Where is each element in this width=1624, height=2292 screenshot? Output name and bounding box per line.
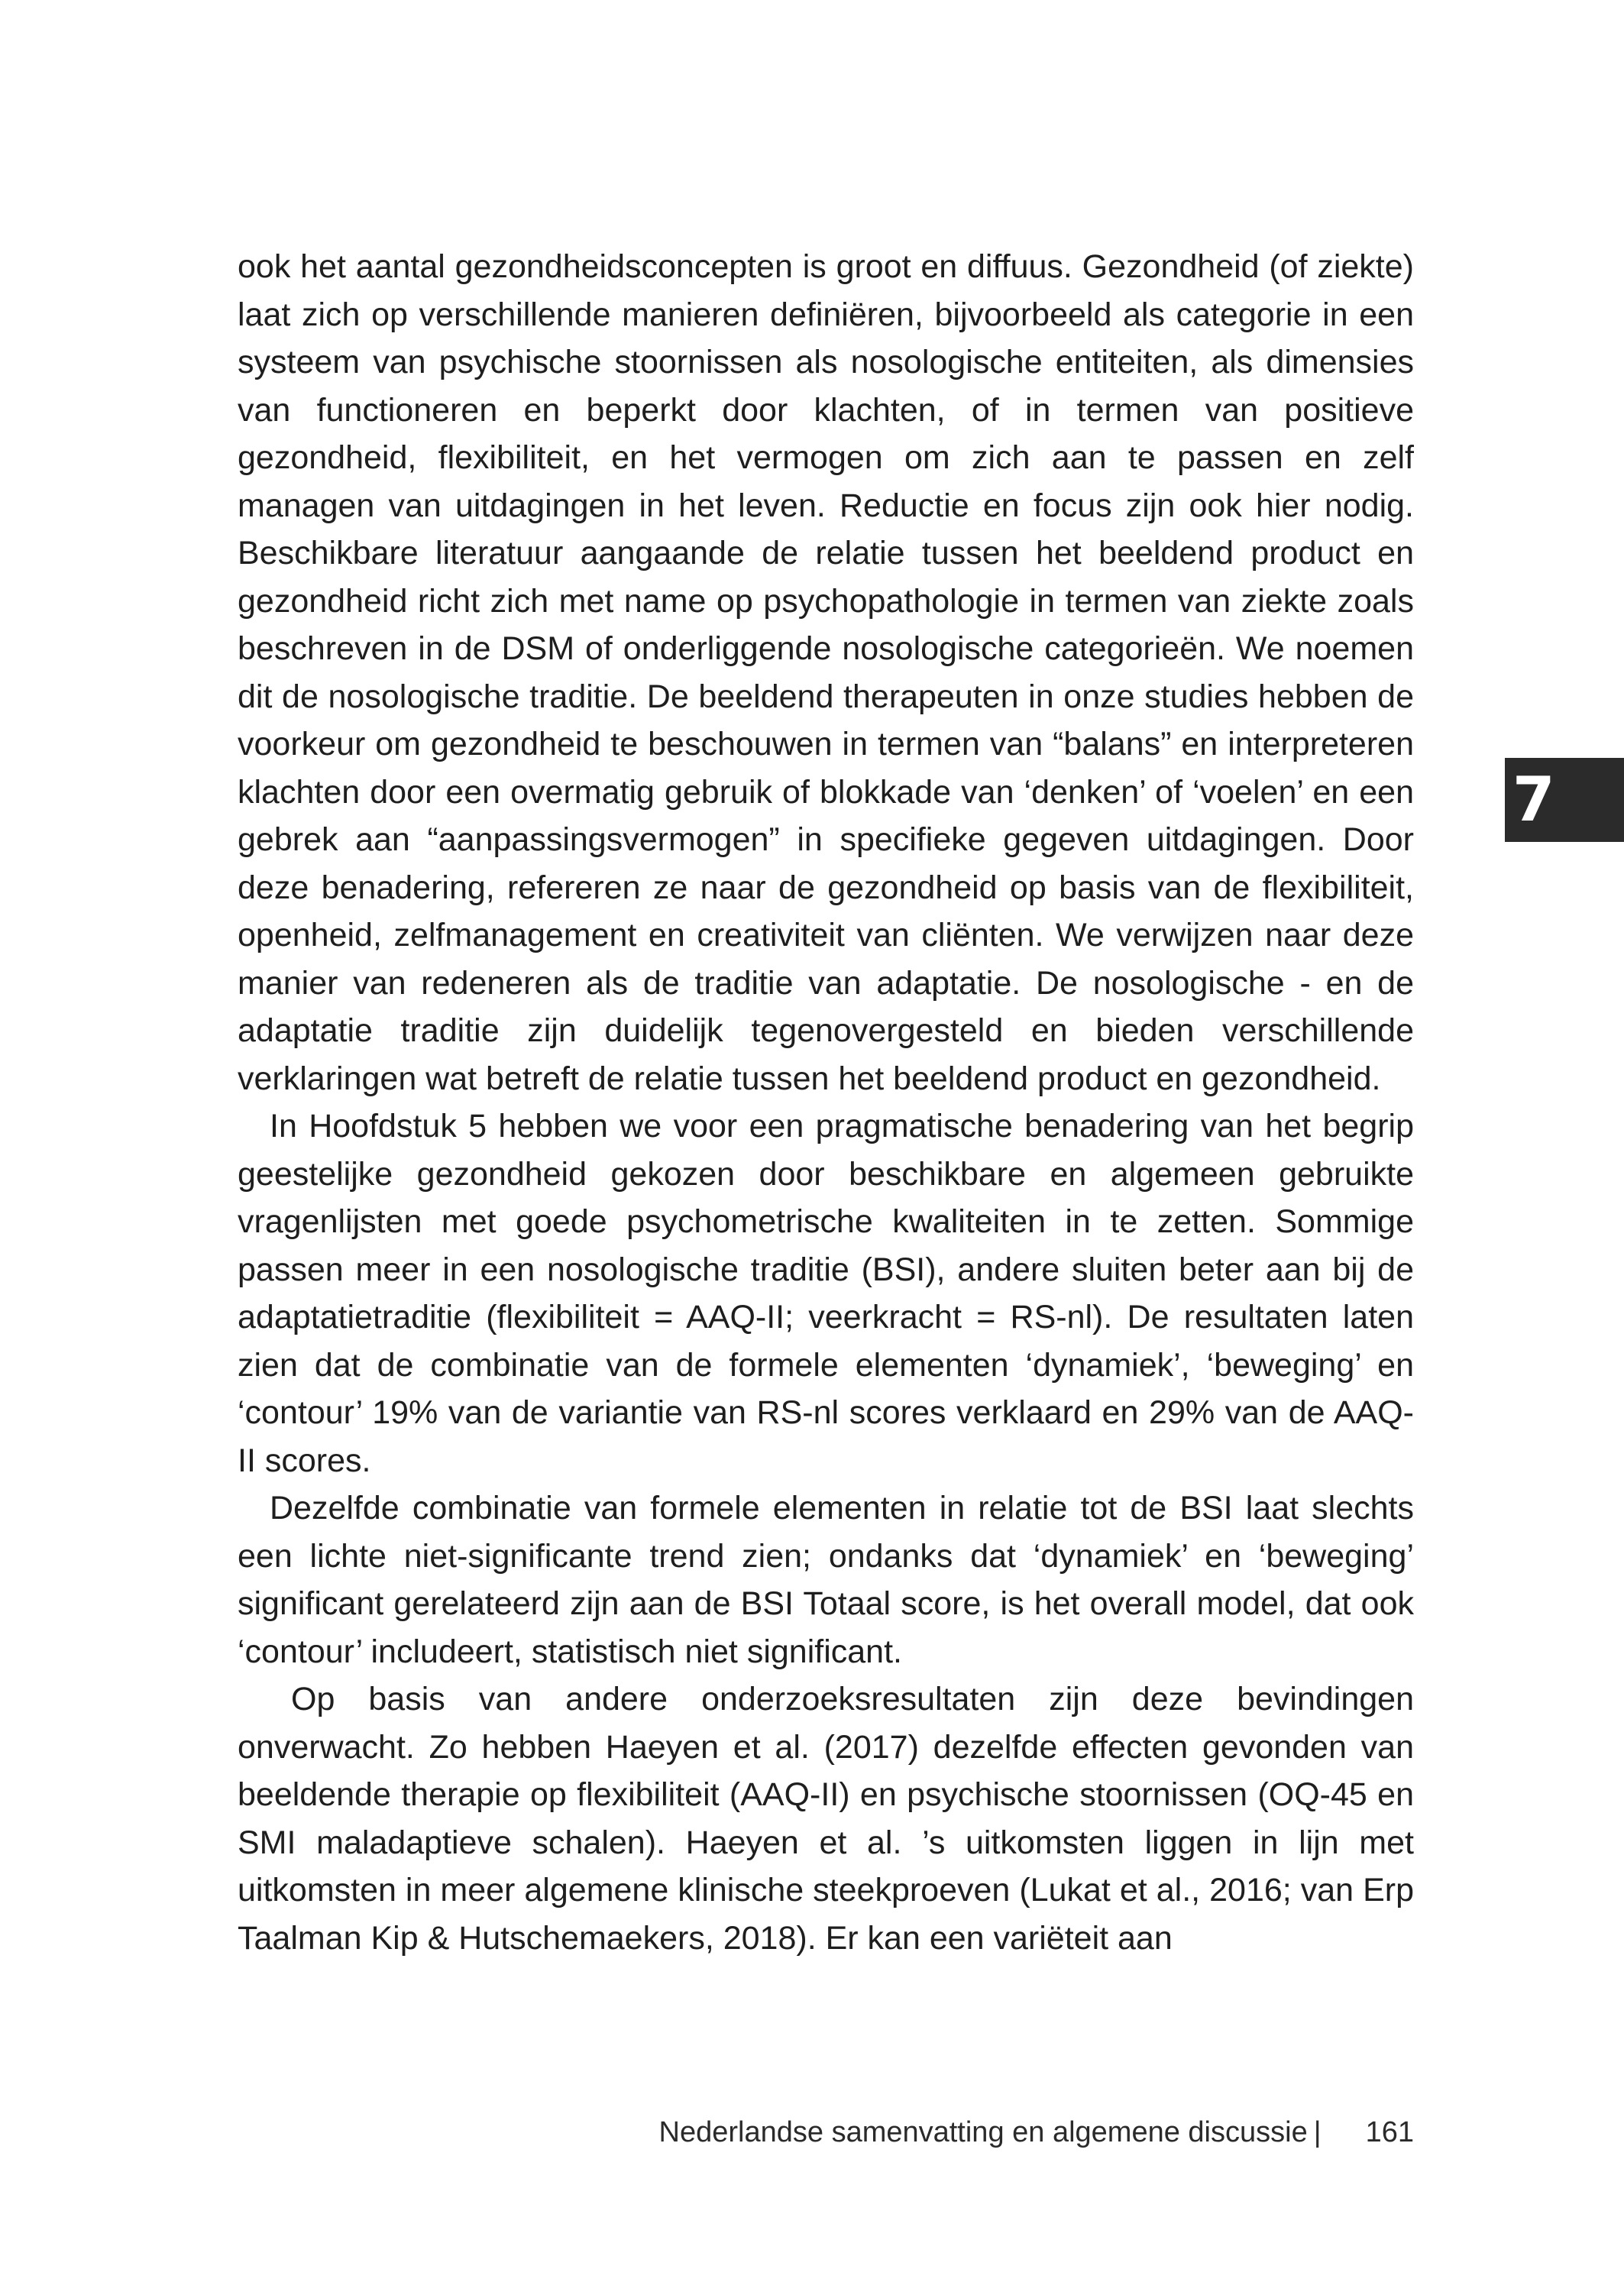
running-title: Nederlandse samenvatting en algemene discussie xyxy=(658,2116,1308,2148)
chapter-tab xyxy=(1505,758,1624,842)
page-number: 161 xyxy=(1365,2116,1414,2148)
body-text xyxy=(238,243,1414,1962)
footer-separator: | xyxy=(1313,2116,1322,2148)
paragraph-4: Op basis van andere onderzoeksresultaten zijn deze bevindingen onverwacht. Zo hebben Haeyen et al. (2017) dezelfde effecten gevonden van beeldende therapie op flexibiliteit (AAQ-II) en psychische stoornissen (OQ-45 en SMI maladaptieve schalen). Haeyen et al. ’s uitkomsten liggen in lijn met uitkomsten in meer algemene klinische steekproeven (Lukat et al., 2016; van Erp Taalman Kip & Hutschemaekers, 2018). Er kan een variëteit aan xyxy=(238,1681,1414,1957)
paragraph-1: ook het aantal gezondheidsconcepten is groot en diffuus. Gezondheid (of ziekte) laat zich op verschillende manieren definiëren, bijvoorbeeld als categorie in een systeem van psychische stoornissen als nosologische entiteiten, als dimensies van functioneren en beperkt door klachten, of in termen van positieve gezondheid, flexibiliteit, en het vermogen om zich aan te passen en zelf managen van uitdagingen in het leven. Reductie en focus zijn ook hier nodig. Beschikbare literatuur aangaande de relatie tussen het beeldend product en gezondheid richt zich met name op psychopathologie in termen van ziekte zoals beschreven in de DSM of onderliggende nosologische categorieën. We noemen dit de nosologische traditie. De beeldend therapeuten in onze studies hebben de voorkeur om gezondheid te beschouwen in termen van “balans” en interpreteren klachten door een overmatig gebruik of blokkade van ‘denken’ of ‘voelen’ en een gebrek aan “aanpassingsvermogen” in specifieke gegeven uitdagingen. Door deze benadering, refereren ze naar de gezondheid op basis van de flexibiliteit, openheid, zelfmanagement en creativiteit van cliënten. We verwijzen naar deze manier van redeneren als de traditie van adaptatie. De nosologische - en de adaptatie traditie zijn duidelijk tegenovergesteld en bieden verschillende verklaringen wat betreft de relatie tussen het beeldend product en gezondheid. xyxy=(238,248,1414,1097)
paragraph-3: Dezelfde combinatie van formele elementen in relatie tot de BSI laat slechts een lichte niet-significante trend zien; ondanks dat ‘dynamiek’ en ‘beweging’ significant gerelateerd zijn aan de BSI Totaal score, is het overall model, dat ook ‘contour’ includeert, statistisch niet significant. xyxy=(238,1490,1414,1670)
chapter-number: 7 xyxy=(1512,764,1555,835)
page-footer xyxy=(535,2113,1414,2151)
paragraph-2: In Hoofdstuk 5 hebben we voor een pragmatische benadering van het begrip geestelijke gezondheid gekozen door beschikbare en algemeen gebruikte vragenlijsten met goede psychometrische kwaliteiten in te zetten. Sommige passen meer in een nosologische traditie (BSI), andere sluiten beter aan bij de adaptatietraditie (flexibiliteit = AAQ-II; veerkracht = RS-nl). De resultaten laten zien dat de combinatie van de formele elementen ‘dynamiek’, ‘beweging’ en ‘contour’ 19% van de variantie van RS-nl scores verklaard en 29% van de AAQ-II scores. xyxy=(238,1108,1414,1479)
